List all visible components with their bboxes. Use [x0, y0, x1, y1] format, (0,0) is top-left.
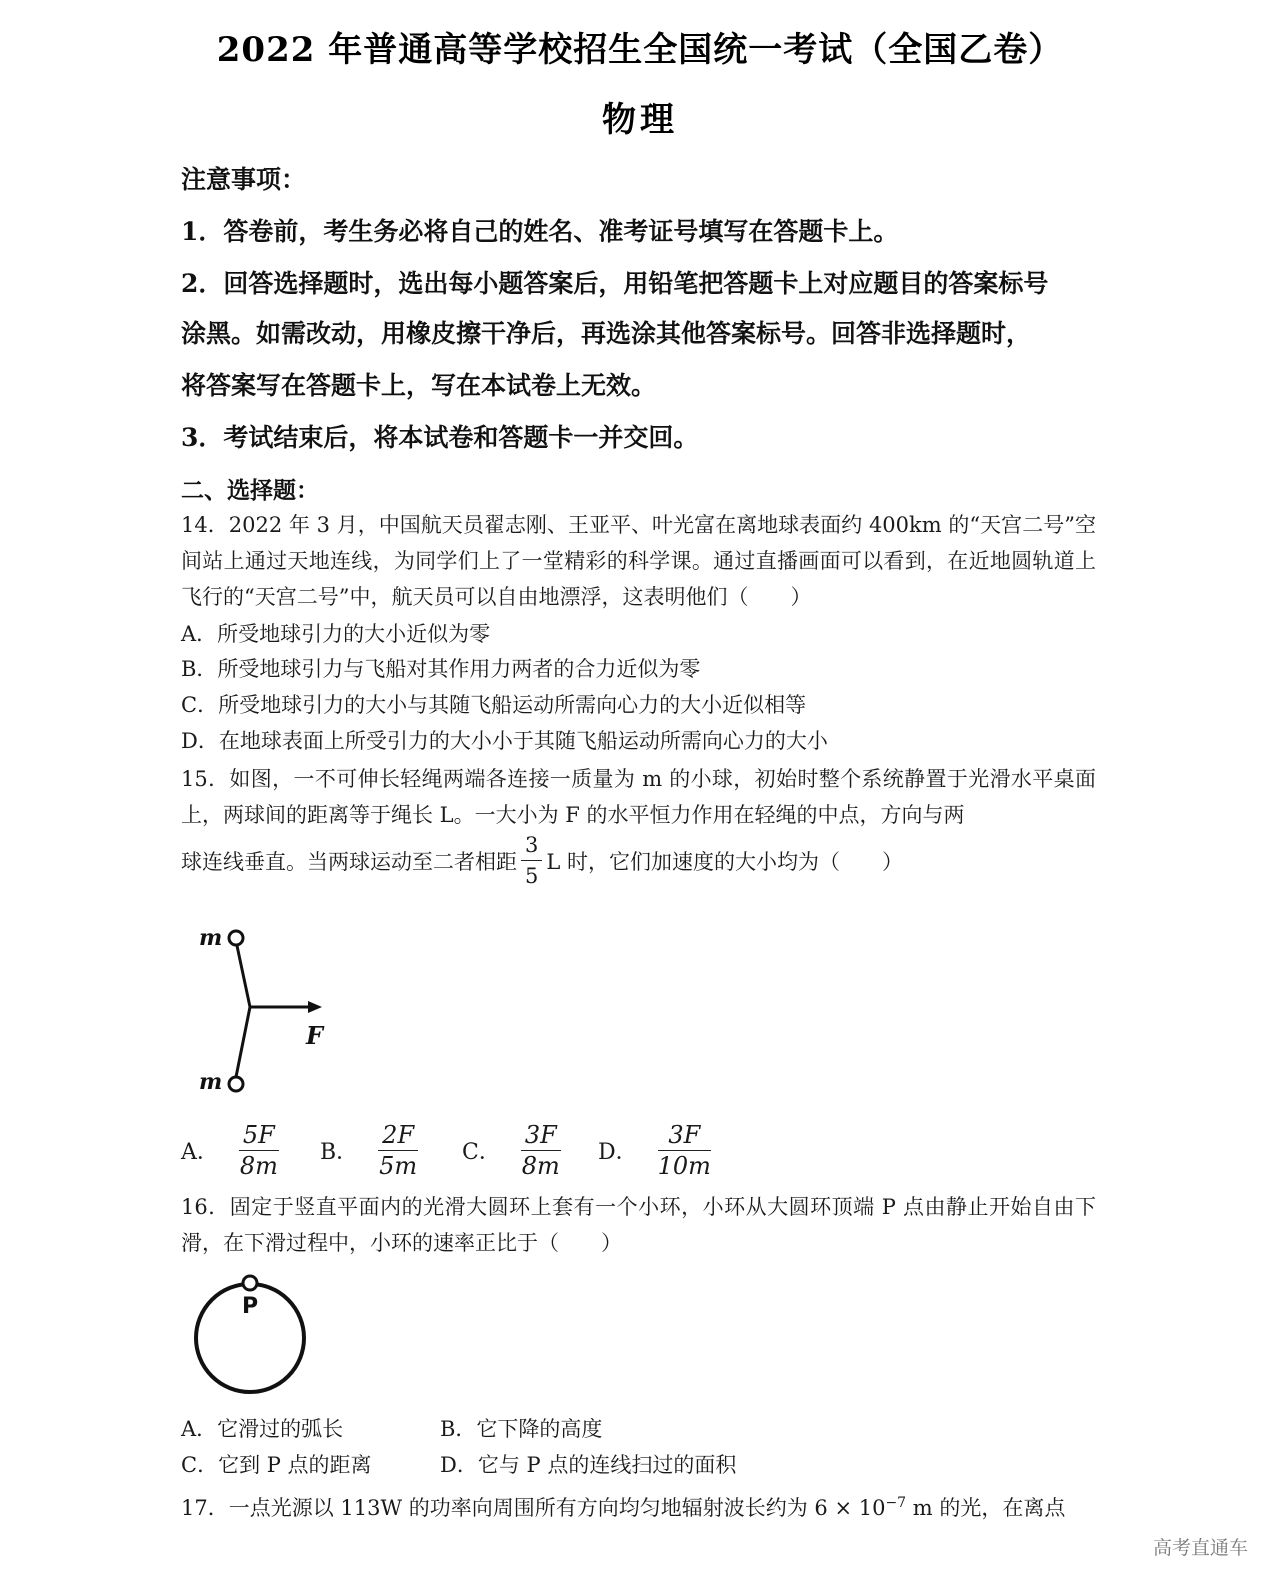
- mass-label-bottom: m: [199, 1069, 223, 1095]
- option-fraction: [521, 1120, 561, 1181]
- option-denominator: 5m: [379, 1152, 418, 1180]
- question-15-option-d: [598, 1120, 715, 1181]
- question-17-stem: [181, 1492, 1065, 1522]
- question-15-stem-text-b: L 时，它们加速度的大小均为（ ）: [546, 849, 903, 874]
- subject-title: 物理: [602, 100, 678, 140]
- question-16-option-d: D．它与 P 点的连线扫过的面积: [440, 1453, 737, 1477]
- option-label: D．: [598, 1140, 638, 1165]
- mass-label-top: m: [199, 925, 223, 951]
- notice-heading: 注意事项：: [181, 165, 307, 194]
- question-16-option-a: A．它滑过的弧长: [181, 1417, 344, 1441]
- notice-item-2-line-2: 涂黑。如需改动，用橡皮擦干净后，再选涂其他答案标号。回答非选择题时，: [181, 319, 1032, 348]
- option-denominator: 10m: [657, 1152, 711, 1180]
- ball-top: [229, 931, 243, 945]
- option-fraction: [658, 1120, 711, 1181]
- point-p-label: P: [242, 1294, 259, 1319]
- force-arrow-head: [308, 1001, 322, 1013]
- notice-item-2-line-3: 将答案写在答题卡上，写在本试卷上无效。: [181, 371, 657, 400]
- question-15-option-b: [320, 1120, 422, 1181]
- question-15-stem-text-a: 球连线垂直。当两球运动至二者相距: [181, 849, 517, 874]
- watermark-text: 高考直通车: [1152, 1537, 1248, 1559]
- question-14-option-a: A．所受地球引力的大小近似为零: [181, 622, 491, 646]
- option-fraction: [239, 1120, 279, 1181]
- option-numerator: 3F: [658, 1120, 711, 1151]
- question-16-stem: 16．固定于竖直平面内的光滑大圆环上套有一个小环，小环从大圆环顶端 P 点由静止开始自由下滑，在下滑过程中，小环的速率正比于（ ）: [181, 1195, 1096, 1255]
- option-numerator: 3F: [521, 1120, 561, 1151]
- option-numerator: 5F: [239, 1120, 279, 1151]
- option-denominator: 8m: [239, 1152, 278, 1180]
- ball-bottom: [229, 1077, 243, 1091]
- section-heading: 二、选择题：: [181, 477, 319, 504]
- circle-ring-diagram: [188, 1268, 312, 1406]
- fraction-numerator: 3: [521, 830, 542, 861]
- question-16-option-b: B．它下降的高度: [440, 1417, 603, 1441]
- question-15-figure: [180, 905, 350, 1110]
- question-14-option-c: C．所受地球引力的大小与其随飞船运动所需向心力的大小近似相等: [181, 693, 807, 717]
- force-label: F: [306, 1021, 324, 1050]
- question-15-fraction: [521, 830, 542, 891]
- question-15-stem: 15．如图，一不可伸长轻绳两端各连接一质量为 m 的小球，初始时整个系统静置于光滑水平桌面上，两球间的距离等于绳长 L。一大小为 F 的水平恒力作用在轻绳的中点，方向与两: [181, 767, 1096, 827]
- rope-upper: [236, 941, 250, 1007]
- question-14-option-b: B．所受地球引力与飞船对其作用力两者的合力近似为零: [181, 657, 701, 681]
- option-label: A．: [181, 1140, 219, 1165]
- fraction-denominator: 5: [525, 864, 539, 888]
- question-17-text-a: 17．一点光源以 113W 的功率向周围所有方向均匀地辐射波长约为 6 × 10: [181, 1496, 886, 1520]
- question-15-stem-line-3: [181, 830, 903, 891]
- exam-title: 2022 年普通高等学校招生全国统一考试（全国乙卷）: [216, 30, 1064, 70]
- notice-item-2-line-1: 2．回答选择题时，选出每小题答案后，用铅笔把答题卡上对应题目的答案标号: [181, 269, 1049, 298]
- question-17-exponent: −7: [885, 1495, 907, 1511]
- question-14-option-d: D．在地球表面上所受引力的大小小于其随飞船运动所需向心力的大小: [181, 729, 828, 753]
- notice-item-1: 1．答卷前，考生务必将自己的姓名、准考证号填写在答题卡上。: [181, 217, 899, 246]
- option-label: C．: [462, 1140, 501, 1165]
- question-15-option-a: [181, 1120, 283, 1181]
- question-17-text-b: m 的光，在离点: [906, 1496, 1066, 1520]
- question-16-option-c: C．它到 P 点的距离: [181, 1453, 372, 1477]
- option-denominator: 8m: [521, 1152, 560, 1180]
- notice-item-3: 3．考试结束后，将本试卷和答题卡一并交回。: [181, 423, 699, 452]
- question-15-option-c: [462, 1120, 565, 1181]
- option-label: B．: [320, 1140, 359, 1165]
- option-fraction: [378, 1120, 418, 1181]
- small-ring: [243, 1276, 257, 1290]
- option-numerator: 2F: [378, 1120, 418, 1151]
- question-14-stem: 14．2022 年 3 月，中国航天员翟志刚、王亚平、叶光富在离地球表面约 400km 的“天宫二号”空间站上通过天地连线，为同学们上了一堂精彩的科学课。通过直播画面可以看到，在近地圆轨道上飞行的“天宫二号”中，航天员可以自由地漂浮，这表明他们（ ）: [181, 513, 1096, 609]
- rope-lower: [236, 1007, 250, 1077]
- question-16-figure: [188, 1268, 312, 1406]
